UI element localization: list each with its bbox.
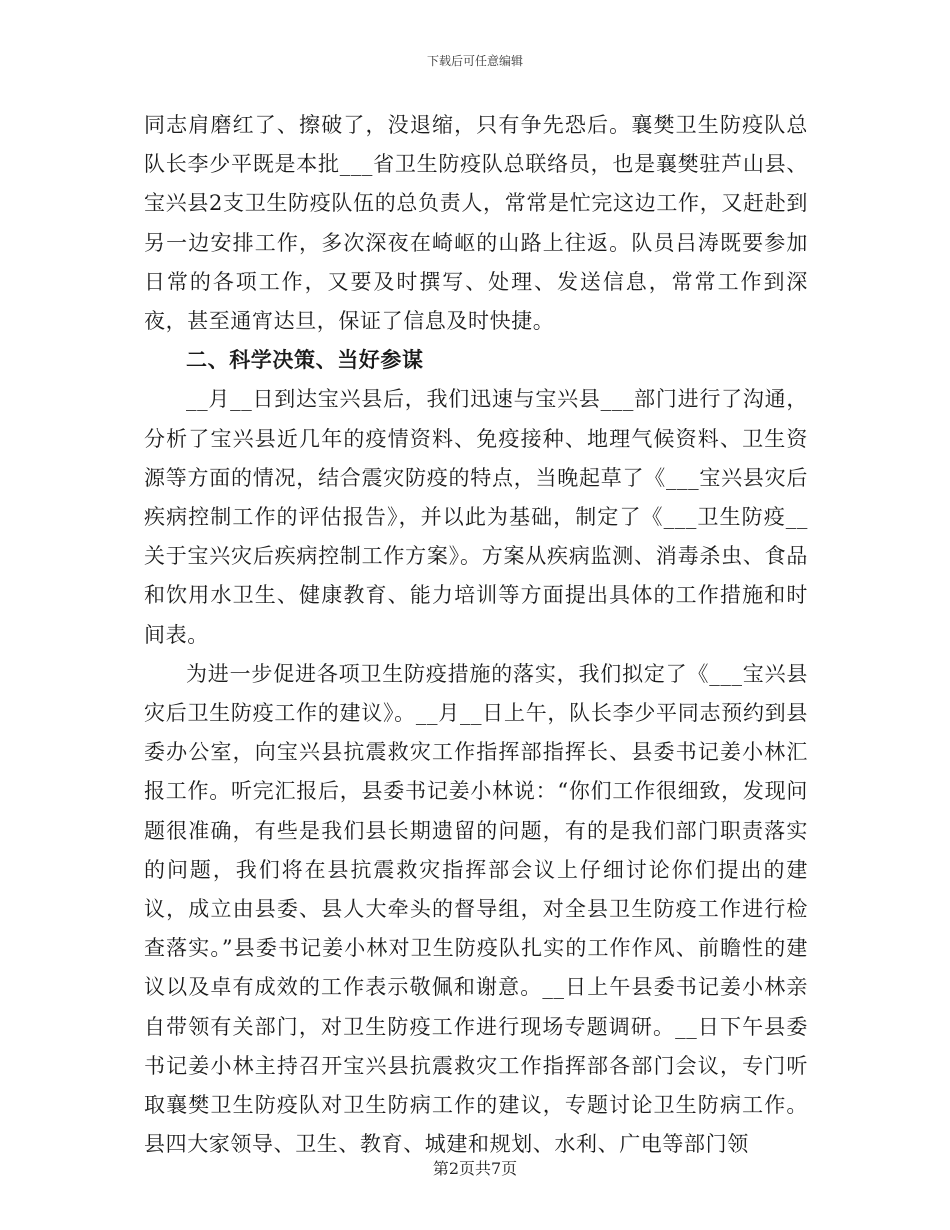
page-number: 第2页共7页 bbox=[432, 1159, 518, 1178]
document-body bbox=[144, 106, 808, 1164]
page-header-note: 下载后可任意编辑 bbox=[426, 54, 523, 68]
paragraph-suggestion: 为进一步促进各项卫生防疫措施的落实，我们拟定了《___宝兴县灾后卫生防疫工作的建议》。__月__日上午，队长李少平同志预约到县委办公室，向宝兴县抗震救灾工作指挥部指挥长、县委书记姜小林汇报工作。听完汇报后，县委书记姜小林说：“你们工作很细致，发现问题很准确，有些是我们县长期遗留的问题，有的是我们部门职责落实的问题，我们将在县抗震救灾指挥部会议上仔细讨论你们提出的建议，成立由县委、县人大牵头的督导组，对全县卫生防疫工作进行检查落实。”县委书记姜小林对卫生防疫队扎实的工作作风、前瞻性的建议以及卓有成效的工作表示敬佩和谢意。__日上午县委书记姜小林亲自带领有关部门，对卫生防疫工作进行现场专题调研。__日下午县委书记姜小林主持召开宝兴县抗震救灾工作指挥部各部门会议，专门听取襄樊卫生防疫队对卫生防病工作的建议，专题讨论卫生防病工作。县四大家领导、卫生、教育、城建和规划、水利、广电等部门领 bbox=[144, 661, 808, 1157]
section-heading: 二、科学决策、当好参谋 bbox=[186, 348, 424, 373]
paragraph-continuation: 同志肩磨红了、擦破了，没退缩，只有争先恐后。襄樊卫生防疫队总队长李少平既是本批___省卫生防疫队总联络员，也是襄樊驻芦山县、宝兴县2支卫生防疫队伍的总负责人，常常是忙完这边工作，又赶赴到另一边安排工作，多次深夜在崎岖的山路上往返。队员吕涛既要参加日常的各项工作，又要及时撰写、处理、发送信息，常常工作到深夜，甚至通宵达旦，保证了信息及时快捷。 bbox=[144, 113, 808, 334]
paragraph-decision: __月__日到达宝兴县后，我们迅速与宝兴县___部门进行了沟通，分析了宝兴县近几年的疫情资料、免疫接种、地理气候资料、卫生资源等方面的情况，结合震灾防疫的特点，当晚起草了《___宝兴县灾后疾病控制工作的评估报告》，并以此为基础，制定了《___卫生防疫__关于宝兴灾后疾病控制工作方案》。方案从疾病监测、消毒杀虫、食品和饮用水卫生、健康教育、能力培训等方面提出具体的工作措施和时间表。 bbox=[144, 387, 808, 647]
